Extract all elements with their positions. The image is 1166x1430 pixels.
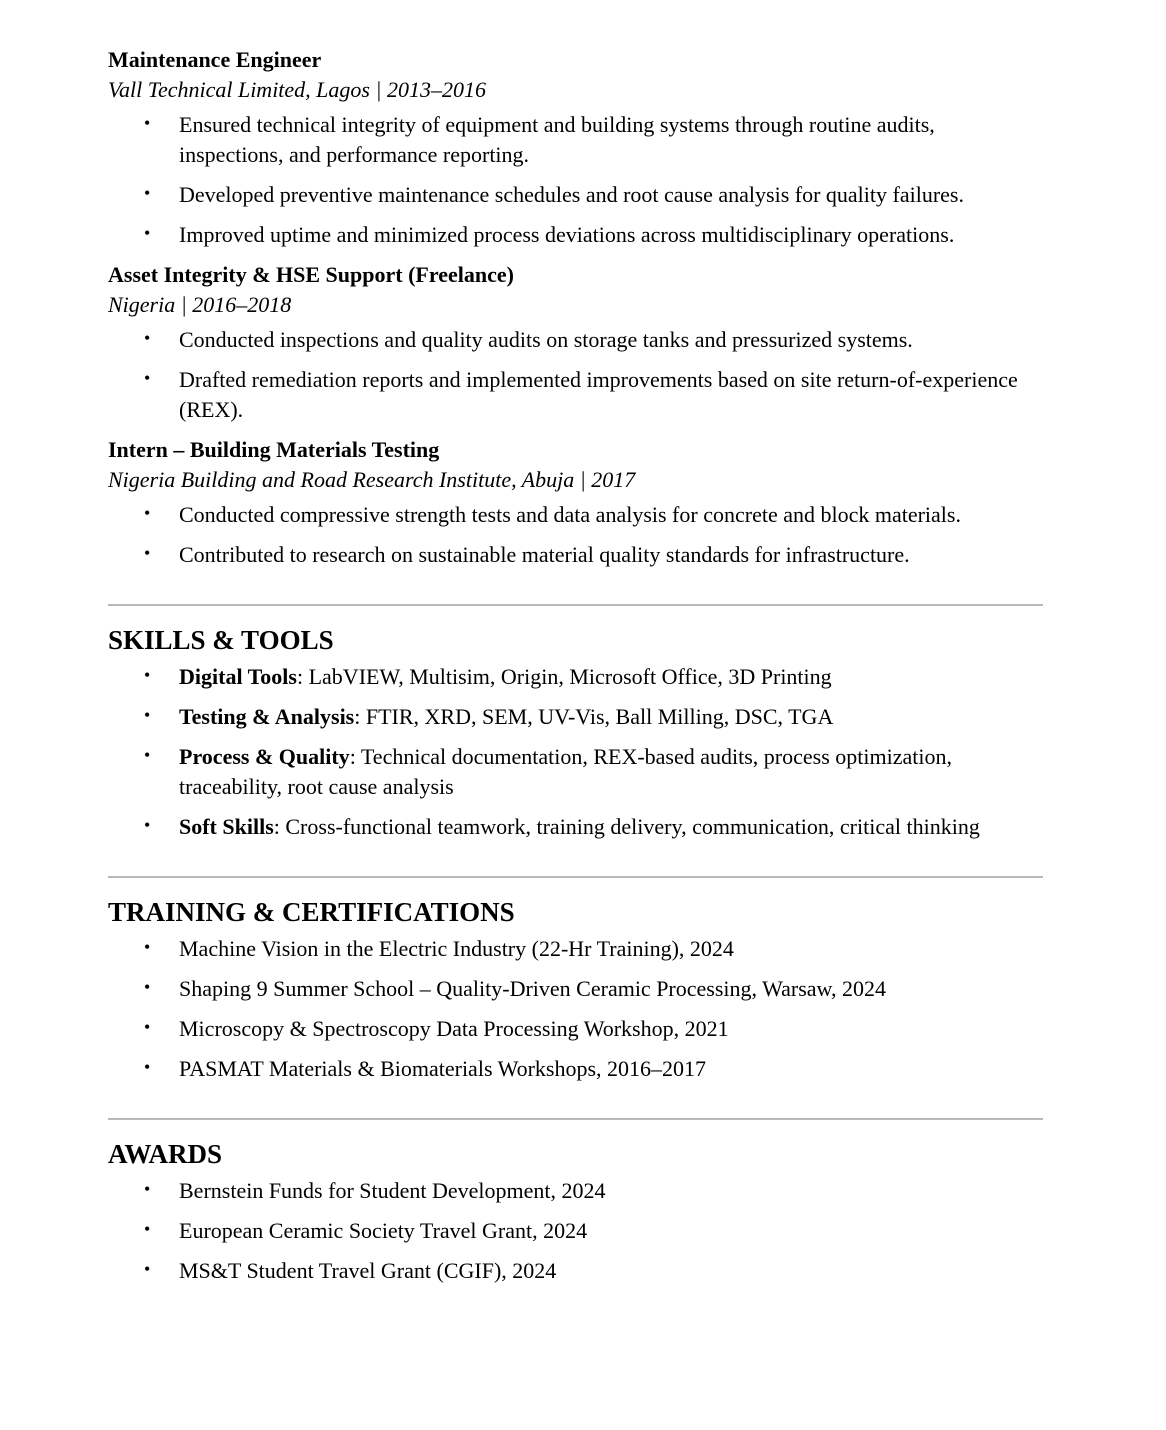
award-text: Bernstein Funds for Student Development, 2024 xyxy=(179,1178,606,1203)
list-item xyxy=(108,1256,1043,1286)
section-title-awards: AWARDS xyxy=(108,1139,223,1169)
skill-text: : Cross-functional teamwork, training delivery, communication, critical thinking xyxy=(273,814,980,839)
list-item xyxy=(108,1176,1043,1206)
list-item xyxy=(108,500,1043,530)
bullet-icon: • xyxy=(144,1259,151,1279)
job-title: Asset Integrity & HSE Support (Freelance) xyxy=(108,262,514,287)
award-text: MS&T Student Travel Grant (CGIF), 2024 xyxy=(179,1258,557,1283)
bullet-icon: • xyxy=(144,1179,151,1199)
bullet-text: Conducted compressive strength tests and data analysis for concrete and block materials. xyxy=(179,502,961,527)
awards-list xyxy=(108,1176,1043,1286)
bullet-icon: • xyxy=(144,223,151,243)
job-meta: Vall Technical Limited, Lagos | 2013–2016 xyxy=(108,77,487,102)
resume-content xyxy=(108,45,1043,1296)
training-text: Shaping 9 Summer School – Quality-Driven Ceramic Processing, Warsaw, 2024 xyxy=(179,976,887,1001)
bullet-icon: • xyxy=(144,543,151,563)
bullet-icon: • xyxy=(144,977,151,997)
bullet-icon: • xyxy=(144,815,151,835)
list-item xyxy=(108,742,1043,802)
section-divider xyxy=(108,876,1043,878)
training-list xyxy=(108,934,1043,1084)
bullet-icon: • xyxy=(144,1219,151,1239)
bullet-text: Conducted inspections and quality audits on storage tanks and pressurized systems. xyxy=(179,327,913,352)
bullet-text: Contributed to research on sustainable material quality standards for infrastructure. xyxy=(179,542,910,567)
bullet-text: Drafted remediation reports and implemented improvements based on site return-of-experience (REX). xyxy=(179,367,1018,422)
list-item xyxy=(108,974,1043,1004)
skill-text: : Technical documentation, REX-based audits, process optimization, traceability, root cause analysis xyxy=(179,744,952,799)
section-divider xyxy=(108,1118,1043,1120)
experience-entry xyxy=(108,435,1043,570)
list-item xyxy=(108,1216,1043,1246)
training-text: Machine Vision in the Electric Industry (22-Hr Training), 2024 xyxy=(179,936,734,961)
skill-label: Testing & Analysis xyxy=(179,704,355,729)
bullet-icon: • xyxy=(144,705,151,725)
job-title: Maintenance Engineer xyxy=(108,47,322,72)
skills-list xyxy=(108,662,1043,842)
list-item xyxy=(108,1014,1043,1044)
experience-entry xyxy=(108,45,1043,250)
skill-text: : LabVIEW, Multisim, Origin, Microsoft Office, 3D Printing xyxy=(296,664,832,689)
job-meta: Nigeria Building and Road Research Institute, Abuja | 2017 xyxy=(108,467,636,492)
bullet-icon: • xyxy=(144,937,151,957)
skill-label: Process & Quality xyxy=(179,744,350,769)
bullet-icon: • xyxy=(144,1057,151,1077)
bullet-text: Developed preventive maintenance schedules and root cause analysis for quality failures. xyxy=(179,182,964,207)
job-meta: Nigeria | 2016–2018 xyxy=(108,292,292,317)
list-item xyxy=(108,702,1043,732)
list-item xyxy=(108,812,1043,842)
job-bullets xyxy=(108,110,1043,250)
bullet-icon: • xyxy=(144,745,151,765)
bullet-icon: • xyxy=(144,183,151,203)
list-item xyxy=(108,365,1043,425)
bullet-icon: • xyxy=(144,665,151,685)
skill-label: Soft Skills xyxy=(179,814,274,839)
list-item xyxy=(108,220,1043,250)
list-item xyxy=(108,540,1043,570)
list-item xyxy=(108,934,1043,964)
section-title-training: TRAINING & CERTIFICATIONS xyxy=(108,897,515,927)
training-text: PASMAT Materials & Biomaterials Workshops, 2016–2017 xyxy=(179,1056,707,1081)
job-bullets xyxy=(108,325,1043,425)
bullet-icon: • xyxy=(144,113,151,133)
training-section xyxy=(108,895,1043,1084)
list-item xyxy=(108,180,1043,210)
job-title: Intern – Building Materials Testing xyxy=(108,437,440,462)
list-item xyxy=(108,325,1043,355)
training-text: Microscopy & Spectroscopy Data Processing Workshop, 2021 xyxy=(179,1016,729,1041)
job-bullets xyxy=(108,500,1043,570)
skill-text: : FTIR, XRD, SEM, UV-Vis, Ball Milling, DSC, TGA xyxy=(354,704,834,729)
section-divider xyxy=(108,604,1043,606)
skill-label: Digital Tools xyxy=(179,664,297,689)
list-item xyxy=(108,110,1043,170)
list-item xyxy=(108,1054,1043,1084)
section-title-skills: SKILLS & TOOLS xyxy=(108,625,334,655)
bullet-icon: • xyxy=(144,503,151,523)
bullet-text: Improved uptime and minimized process deviations across multidisciplinary operations. xyxy=(179,222,955,247)
list-item xyxy=(108,662,1043,692)
bullet-text: Ensured technical integrity of equipment and building systems through routine audits, inspections, and performance reporting. xyxy=(179,112,935,167)
awards-section xyxy=(108,1137,1043,1286)
experience-entry xyxy=(108,260,1043,425)
bullet-icon: • xyxy=(144,328,151,348)
bullet-icon: • xyxy=(144,1017,151,1037)
skills-section xyxy=(108,623,1043,842)
bullet-icon: • xyxy=(144,368,151,388)
award-text: European Ceramic Society Travel Grant, 2024 xyxy=(179,1218,588,1243)
